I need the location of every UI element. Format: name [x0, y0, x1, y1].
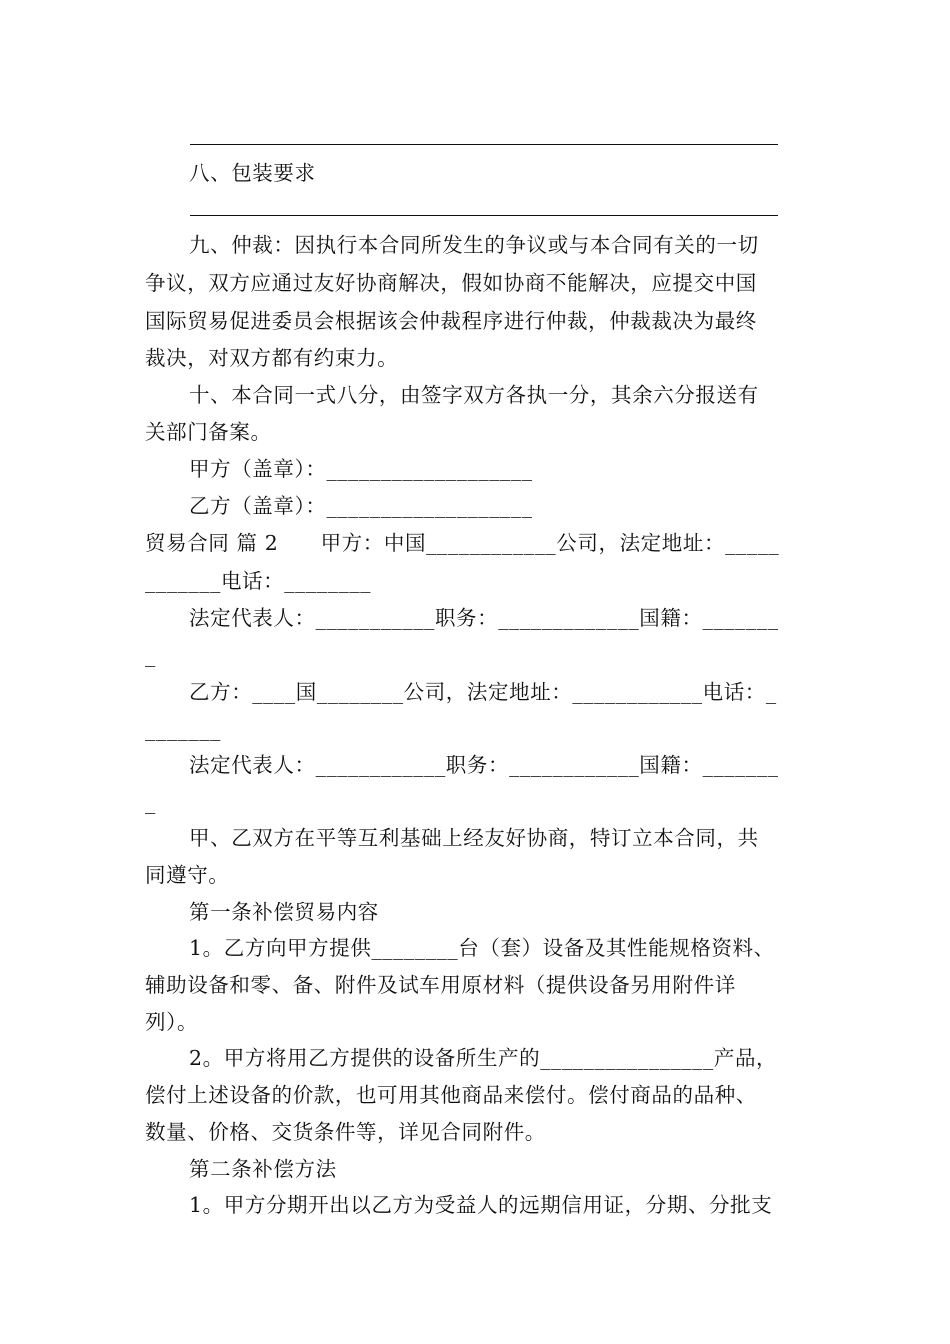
signature-line: 乙方（盖章）：___________________ — [189, 494, 533, 518]
paragraph-line: _ — [145, 790, 156, 814]
blank-fill-line — [190, 144, 778, 145]
paragraph-line: 数量、价格、交货条件等，详见合同附件。 — [145, 1120, 546, 1144]
paragraph-line: 法定代表人：___________职务：_____________国籍：_______ — [189, 606, 779, 630]
paragraph-line: 列）。 — [145, 1010, 199, 1034]
paragraph-line: 九、仲裁：因执行本合同所发生的争议或与本合同有关的一切 — [189, 233, 759, 257]
paragraph-line: 乙方：____国________公司，法定地址：____________电话：_ — [189, 680, 777, 704]
paragraph-line: 辅助设备和零、备、附件及试车用原材料（提供设备另用附件详 — [145, 973, 736, 997]
paragraph-line: _______ — [145, 717, 221, 741]
paragraph-line: 同遵守。 — [145, 863, 230, 887]
section-title-line: 贸易合同 篇 2 甲方：中国____________公司，法定地址：_____ — [145, 531, 780, 555]
paragraph-line: 1。乙方向甲方提供________台（套）设备及其性能规格资料、 — [189, 936, 775, 960]
signature-line: 甲方（盖章）：___________________ — [189, 457, 533, 481]
paragraph-line: 争议，双方应通过友好协商解决，假如协商不能解决，应提交中国 — [145, 271, 757, 295]
paragraph-line: 裁决，对双方都有约束力。 — [145, 346, 399, 370]
paragraph-line: 十、本合同一式八分，由签字双方各执一分，其余六分报送有 — [189, 383, 759, 407]
paragraph-line: _ — [145, 643, 156, 667]
paragraph-line: 甲、乙双方在平等互利基础上经友好协商，特订立本合同，共 — [189, 826, 759, 850]
paragraph-line: 国际贸易促进委员会根据该会仲裁程序进行仲裁，仲裁裁决为最终 — [145, 309, 757, 333]
paragraph-line: 关部门备案。 — [145, 420, 272, 444]
paragraph-line: 2。甲方将用乙方提供的设备所生产的________________产品， — [189, 1046, 778, 1070]
section-heading: 八、包装要求 — [189, 161, 316, 185]
article-heading: 第二条补偿方法 — [189, 1157, 337, 1181]
paragraph-line: 法定代表人：____________职务：____________国籍：_______ — [189, 753, 779, 777]
blank-fill-line — [190, 215, 778, 216]
paragraph-line: 1。甲方分期开出以乙方为受益人的远期信用证，分期、分批支 — [189, 1193, 773, 1217]
paragraph-line: _______电话：________ — [145, 569, 372, 593]
article-heading: 第一条补偿贸易内容 — [189, 900, 379, 924]
paragraph-line: 偿付上述设备的价款，也可用其他商品来偿付。偿付商品的品种、 — [145, 1083, 757, 1107]
